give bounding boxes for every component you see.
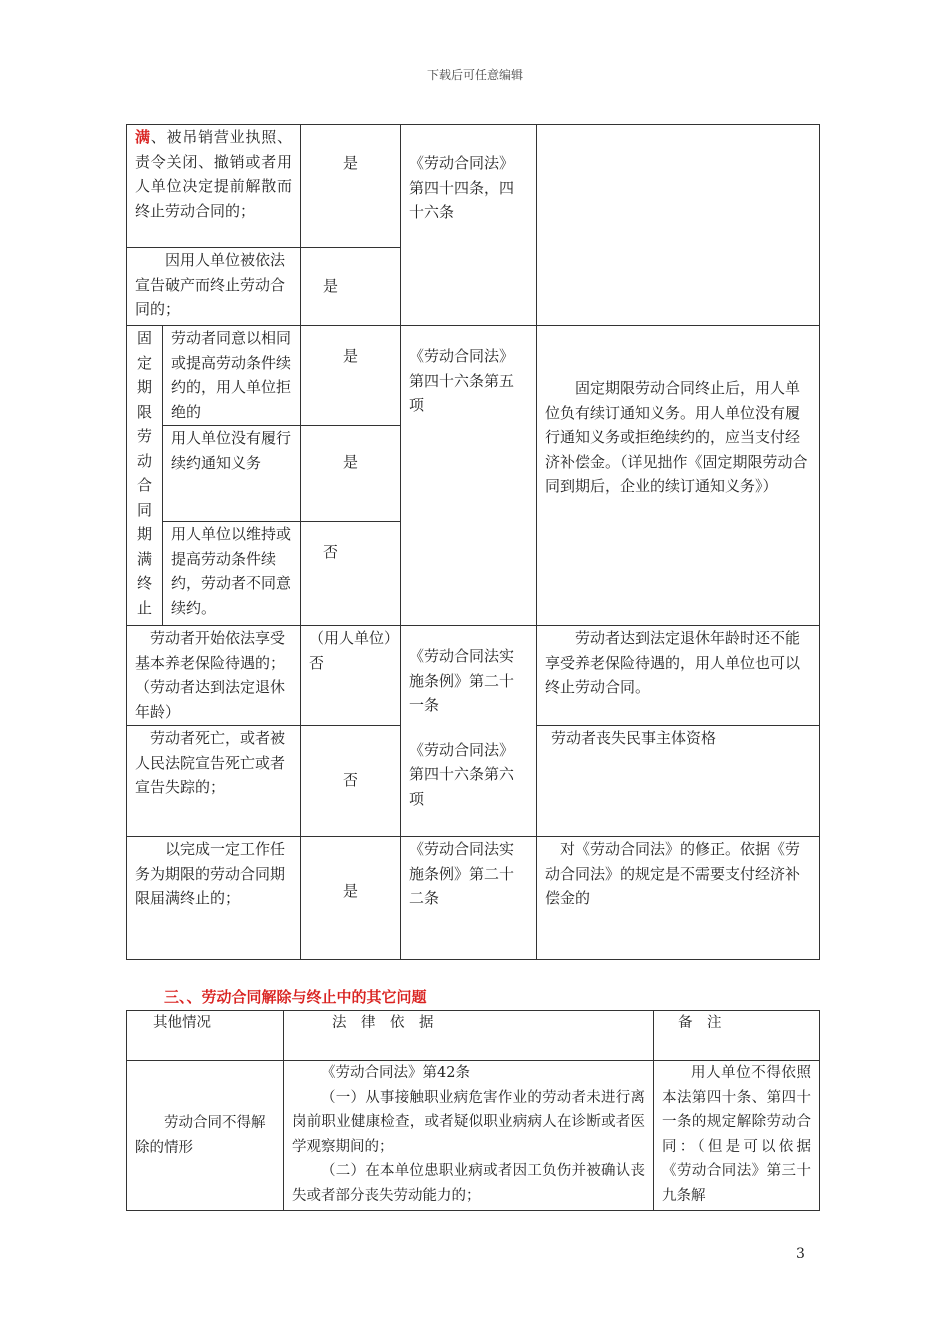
case-cell: 劳动者同意以相同或提高劳动条件续约的，用人单位拒绝的 bbox=[163, 326, 301, 426]
law-text: 《劳动合同法实施条例》第二十一条 bbox=[409, 647, 515, 714]
law-item: （二）在本单位患职业病或者因工负伤并被确认丧失或者部分丧失劳动能力的； bbox=[292, 1163, 645, 1204]
law-item: （一）从事接触职业病危害作业的劳动者未进行离岗前职业健康检查，或者疑似职业病病人在诊断或者医学观察期间的； bbox=[292, 1089, 645, 1155]
answer-cell: 否 bbox=[301, 726, 401, 837]
case-cell: 劳动合同不得解除的情形 bbox=[127, 1061, 284, 1211]
answer-cell: 否 bbox=[301, 522, 401, 626]
answer-cell: 是 bbox=[301, 248, 401, 326]
case-cell bbox=[127, 125, 301, 248]
case-cell: 用人单位以维持或提高劳动条件续约，劳动者不同意续约。 bbox=[163, 522, 301, 626]
law-text: 《劳动合同法》第四十六条第六项 bbox=[409, 740, 515, 808]
law-title: 《劳动合同法》第42条 bbox=[321, 1065, 470, 1081]
case-text: 、被吊销营业执照、责令关闭、撤销或者用人单位决定提前解散而终止劳动合同的； bbox=[135, 128, 292, 220]
group-char: 满 bbox=[136, 549, 152, 568]
note-cell: 固定期限劳动合同终止后，用人单位负有续订通知义务。用人单位没有履行通知义务或拒绝续约的，应当支付经济补偿金。（详见拙作《固定期限劳动合同到期后，企业的续订通知义务》） bbox=[537, 326, 820, 626]
column-header: 法 律 依 据 bbox=[284, 1011, 654, 1061]
group-char: 动 bbox=[136, 451, 152, 470]
case-cell: 因用人单位被依法宣告破产而终止劳动合同的； bbox=[127, 248, 301, 326]
group-char: 止 bbox=[136, 598, 152, 617]
page-header: 下载后可任意编辑 bbox=[426, 68, 523, 82]
group-label-fixed-term bbox=[127, 326, 163, 626]
answer-cell: 是 bbox=[301, 125, 401, 248]
note-cell: 用人单位不得依照本法第四十条、第四十一条的规定解除劳动合同：（但是可以依据《劳动合同法》第三十九条解 bbox=[654, 1061, 820, 1211]
group-char: 劳 bbox=[136, 427, 152, 445]
group-char: 限 bbox=[136, 402, 152, 421]
other-issues-table bbox=[126, 1010, 820, 1211]
note-cell bbox=[537, 125, 820, 326]
law-cell bbox=[401, 626, 537, 837]
column-header: 其他情况 bbox=[127, 1011, 284, 1061]
law-cell bbox=[284, 1061, 654, 1211]
group-char: 期 bbox=[136, 525, 152, 543]
note-cell: 劳动者达到法定退休年龄时还不能享受养老保险待遇的，用人单位也可以终止劳动合同。 bbox=[537, 626, 820, 726]
group-char: 固 bbox=[136, 329, 152, 347]
group-char: 同 bbox=[136, 500, 152, 519]
case-cell: 以完成一定工作任务为期限的劳动合同期限届满终止的； bbox=[127, 837, 301, 960]
answer-cell: 是 bbox=[301, 326, 401, 426]
group-char: 定 bbox=[136, 353, 152, 372]
group-char: 合 bbox=[136, 476, 152, 494]
note-cell: 对《劳动合同法》的修正。依据《劳动合同法》的规定是不需要支付经济补偿金的 bbox=[537, 837, 820, 960]
highlight-char: 满 bbox=[135, 128, 151, 146]
case-cell: 用人单位没有履行续约通知义务 bbox=[163, 426, 301, 522]
section-title: 三、、劳动合同解除与终止中的其它问题 bbox=[164, 988, 427, 1006]
law-cell: 《劳动合同法》第四十六条第五项 bbox=[401, 326, 537, 626]
case-cell: 劳动者死亡，或者被人民法院宣告死亡或者宣告失踪的； bbox=[127, 726, 301, 837]
case-cell: 劳动者开始依法享受基本养老保险待遇的；（劳动者达到法定退休年龄） bbox=[127, 626, 301, 726]
law-cell: 《劳动合同法实施条例》第二十二条 bbox=[401, 837, 537, 960]
column-header: 备 注 bbox=[654, 1011, 820, 1061]
answer-cell: 是 bbox=[301, 837, 401, 960]
group-char: 终 bbox=[136, 574, 152, 592]
page-number: 3 bbox=[796, 1246, 805, 1262]
answer-cell: 是 bbox=[301, 426, 401, 522]
answer-cell: （用人单位）否 bbox=[301, 626, 401, 726]
law-cell: 《劳动合同法》第四十四条，四十六条 bbox=[401, 125, 537, 326]
termination-table bbox=[126, 124, 820, 960]
note-cell: 劳动者丧失民事主体资格 bbox=[537, 726, 820, 837]
group-char: 期 bbox=[136, 378, 152, 396]
